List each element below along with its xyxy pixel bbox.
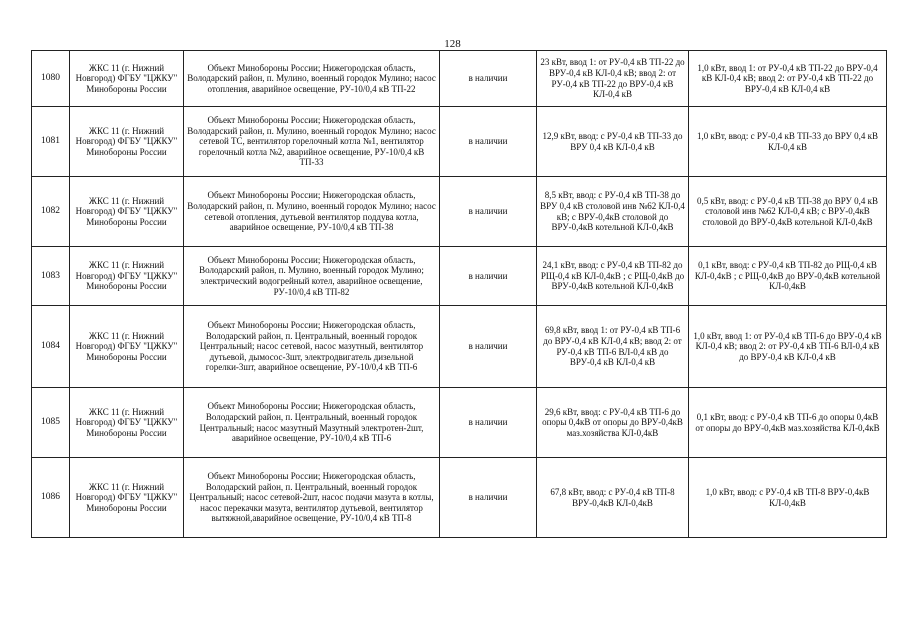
object-cell: Объект Минобороны России; Нижегородская область, Володарский район, п. Центральный, военный городок Центральный; насос сетевой-2шт, насос подачи мазута в котлы, насос перекачки мазута, вентилятор дутьевой, вентилятор вытяжной,аварийное освещение, РУ-10/0,4 кВ ТП-8 — [184, 458, 440, 538]
power-cell: 24,1 кВт, ввод: с РУ-0,4 кВ ТП-82 до РЩ-0,4 кВ КЛ-0,4кВ ; с РЩ-0,4кВ до ВРУ-0,4кВ котельной КЛ-0,4кВ — [537, 247, 689, 306]
object-cell: Объект Минобороны России; Нижегородская область, Володарский район, п. Мулино, военный городок Мулино; насос отопления, аварийное освещение, РУ-10/0,4 кВ ТП-22 — [184, 51, 440, 107]
power-cell: 67,8 кВт, ввод: с РУ-0,4 кВ ТП-8 ВРУ-0,4кВ КЛ-0,4кВ — [537, 458, 689, 538]
row-number: 1081 — [32, 107, 70, 177]
status-cell: в наличии — [440, 247, 537, 306]
reserve-cell: 1,0 кВт, ввод: с РУ-0,4 кВ ТП-8 ВРУ-0,4кВ КЛ-0,4кВ — [689, 458, 887, 538]
power-cell: 29,6 кВт, ввод: с РУ-0,4 кВ ТП-6 до опоры 0,4кВ от опоры до ВРУ-0,4кВ маз.хозяйства КЛ-0,4кВ — [537, 388, 689, 458]
row-number: 1086 — [32, 458, 70, 538]
reserve-cell: 1,0 кВт, ввод 1: от РУ-0,4 кВ ТП-6 до ВРУ-0,4 кВ КЛ-0,4 кВ; ввод 2: от РУ-0,4 кВ ТП-6 ВЛ-0,4 кВ до ВРУ-0,4 кВ КЛ-0,4 кВ — [689, 306, 887, 388]
table-row — [32, 51, 887, 107]
status-cell: в наличии — [440, 51, 537, 107]
row-number: 1084 — [32, 306, 70, 388]
status-cell: в наличии — [440, 458, 537, 538]
organization-cell: ЖКС 11 (г. Нижний Новгород) ФГБУ "ЦЖКУ" Минобороны России — [70, 306, 184, 388]
organization-cell: ЖКС 11 (г. Нижний Новгород) ФГБУ "ЦЖКУ" Минобороны России — [70, 388, 184, 458]
power-cell: 12,9 кВт, ввод: с РУ-0,4 кВ ТП-33 до ВРУ 0,4 кВ КЛ-0,4 кВ — [537, 107, 689, 177]
object-cell: Объект Минобороны России; Нижегородская область, Володарский район, п. Мулино, военный городок Мулино; насос сетевой ТС, вентилятор горелочный котла №1, вентилятор горелочный котла №2, аварийное освещение, РУ-10/0,4 кВ ТП-33 — [184, 107, 440, 177]
status-cell: в наличии — [440, 388, 537, 458]
organization-cell: ЖКС 11 (г. Нижний Новгород) ФГБУ "ЦЖКУ" Минобороны России — [70, 247, 184, 306]
object-cell: Объект Минобороны России; Нижегородская область, Володарский район, п. Центральный, военный городок Центральный; насос сетевой, насос мазутный, вентилятор дутьевой, дымосос-3шт, электродвигатель дизельной горелки-3шт, аварийное освещение, РУ-10/0,4 кВ ТП-6 — [184, 306, 440, 388]
power-cell: 69,8 кВт, ввод 1: от РУ-0,4 кВ ТП-6 до ВРУ-0,4 кВ КЛ-0,4 кВ; ввод 2: от РУ-0,4 кВ ТП-6 ВЛ-0,4 кВ до ВРУ-0,4 кВ КЛ-0,4 кВ — [537, 306, 689, 388]
status-cell: в наличии — [440, 306, 537, 388]
table-row — [32, 177, 887, 247]
reserve-cell: 0,5 кВт, ввод: с РУ-0,4 кВ ТП-38 до ВРУ 0,4 кВ столовой инв №62 КЛ-0,4 кВ; с ВРУ-0,4кВ столовой до ВРУ-0,4кВ котельной КЛ-0,4кВ — [689, 177, 887, 247]
row-number: 1085 — [32, 388, 70, 458]
object-cell: Объект Минобороны России; Нижегородская область, Володарский район, п. Центральный, военный городок Центральный; насос мазутный Мазутный электротен-2шт, аварийное освещение, РУ-10/0,4 кВ ТП-6 — [184, 388, 440, 458]
reserve-cell: 1,0 кВт, ввод: с РУ-0,4 кВ ТП-33 до ВРУ 0,4 кВ КЛ-0,4 кВ — [689, 107, 887, 177]
table-row — [32, 388, 887, 458]
reserve-cell: 0,1 кВт, ввод: с РУ-0,4 кВ ТП-6 до опоры 0,4кВ от опоры до ВРУ-0,4кВ маз.хозяйства КЛ-0,4кВ — [689, 388, 887, 458]
organization-cell: ЖКС 11 (г. Нижний Новгород) ФГБУ "ЦЖКУ" Минобороны России — [70, 107, 184, 177]
facilities-table — [31, 50, 887, 538]
organization-cell: ЖКС 11 (г. Нижний Новгород) ФГБУ "ЦЖКУ" Минобороны России — [70, 458, 184, 538]
status-cell: в наличии — [440, 177, 537, 247]
table-row — [32, 107, 887, 177]
table-row — [32, 247, 887, 306]
row-number: 1080 — [32, 51, 70, 107]
row-number: 1083 — [32, 247, 70, 306]
status-cell: в наличии — [440, 107, 537, 177]
page-number: 128 — [444, 38, 461, 50]
organization-cell: ЖКС 11 (г. Нижний Новгород) ФГБУ "ЦЖКУ" Минобороны России — [70, 177, 184, 247]
reserve-cell: 1,0 кВт, ввод 1: от РУ-0,4 кВ ТП-22 до ВРУ-0,4 кВ КЛ-0,4 кВ; ввод 2: от РУ-0,4 кВ ТП-22 до ВРУ-0,4 кВ КЛ-0,4 кВ — [689, 51, 887, 107]
reserve-cell: 0,1 кВт, ввод: с РУ-0,4 кВ ТП-82 до РЩ-0,4 кВ КЛ-0,4кВ ; с РЩ-0,4кВ до ВРУ-0,4кВ котельной КЛ-0,4кВ — [689, 247, 887, 306]
power-cell: 23 кВт, ввод 1: от РУ-0,4 кВ ТП-22 до ВРУ-0,4 кВ КЛ-0,4 кВ; ввод 2: от РУ-0,4 кВ ТП-22 до ВРУ-0,4 кВ КЛ-0,4 кВ — [537, 51, 689, 107]
object-cell: Объект Минобороны России; Нижегородская область, Володарский район, п. Мулино, военный городок Мулино; электрический водогрейный котел, аварийное освещение, РУ-10/0,4 кВ ТП-82 — [184, 247, 440, 306]
table-row — [32, 458, 887, 538]
row-number: 1082 — [32, 177, 70, 247]
table-row — [32, 306, 887, 388]
object-cell: Объект Минобороны России; Нижегородская область, Володарский район, п. Мулино, военный городок Мулино; насос сетевой отопления, дутьевой вентилятор поддува котла, аварийное освещение, РУ-10/0,4 кВ ТП-38 — [184, 177, 440, 247]
power-cell: 8,5 кВт, ввод: с РУ-0,4 кВ ТП-38 до ВРУ 0,4 кВ столовой инв №62 КЛ-0,4 кВ; с ВРУ-0,4кВ столовой до ВРУ-0,4кВ котельной КЛ-0,4кВ — [537, 177, 689, 247]
organization-cell: ЖКС 11 (г. Нижний Новгород) ФГБУ "ЦЖКУ" Минобороны России — [70, 51, 184, 107]
